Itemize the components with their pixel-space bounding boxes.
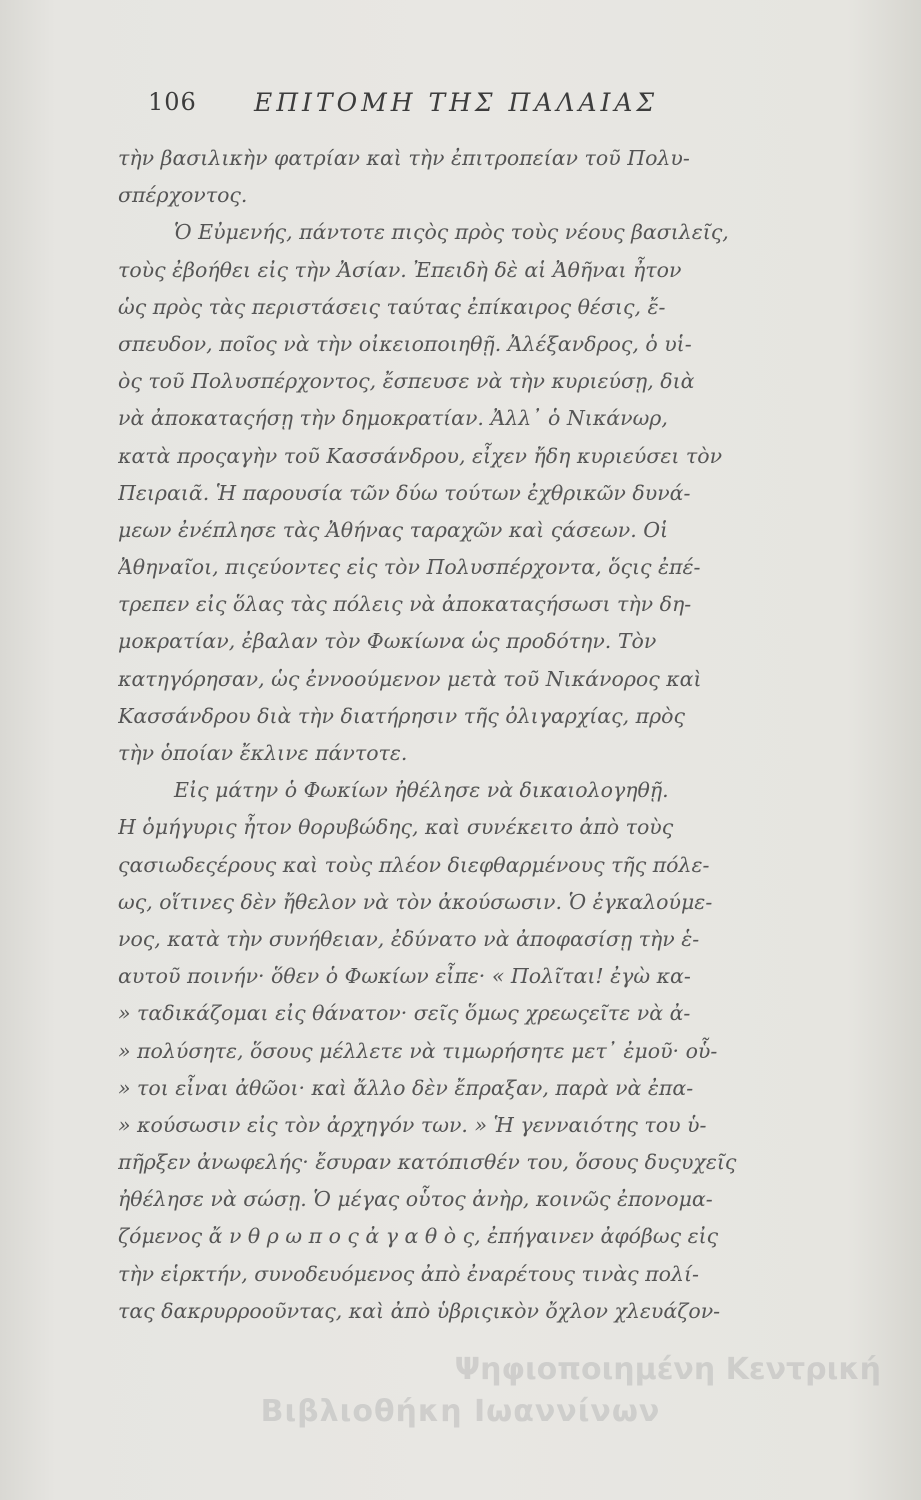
running-head: ΕΠΙΤΟΜΗ ΤΗΣ ΠΑΛΑΙΑΣ bbox=[254, 88, 659, 117]
text-line: » ταδικάζομαι εἰς θάνατον· σεῖς ὅμως χρεωςεῖτε νὰ ἀ- bbox=[118, 1001, 691, 1026]
text-line: πῆρξεν ἀνωφελής· ἔσυραν κατόπισθέν του, ὅσους δυςυχεῖς bbox=[118, 1150, 737, 1175]
text-line: Ὁ Εὐμενής, πάντοτε πιςὸς πρὸς τοὺς νέους βασιλεῖς, bbox=[174, 220, 729, 245]
text-line: Η ὁμήγυρις ἦτον θορυβώδης, καὶ συνέκειτο ἀπὸ τοὺς bbox=[118, 815, 674, 840]
page-header bbox=[148, 88, 788, 128]
watermark-line-1: Ψηφιοποιημένη Κεντρική bbox=[454, 1352, 881, 1387]
text-line: μοκρατίαν, ἐβαλαν τὸν Φωκίωνα ὡς προδότην. Τὸν bbox=[118, 629, 657, 654]
text-line: » πολύσητε, ὅσους μέλλετε νὰ τιμωρήσητε μετ᾽ ἐμοῦ· οὗ- bbox=[118, 1038, 718, 1063]
text-line: Εἰς μάτην ὁ Φωκίων ἠθέλησε νὰ δικαιολογηθῇ. bbox=[174, 778, 669, 803]
library-watermark bbox=[0, 1350, 921, 1434]
text-line: νὰ ἀποκαταςήσῃ τὴν δημοκρατίαν. Ἀλλ᾽ ὁ Νικάνωρ, bbox=[118, 406, 668, 431]
text-line: ὡς πρὸς τὰς περιστάσεις ταύτας ἐπίκαιρος θέσις, ἔ- bbox=[118, 294, 666, 319]
text-line: Ἀθηναῖοι, πιςεύοντες εἰς τὸν Πολυσπέρχοντα, ὅςις ἐπέ- bbox=[118, 555, 701, 580]
text-line: τὴν βασιλικὴν φατρίαν καὶ τὴν ἐπιτροπείαν τοῦ Πολυ- bbox=[118, 146, 690, 170]
text-line: τας δακρυρροοῦντας, καὶ ἀπὸ ὑβριςικὸν ὄχλον χλευάζον- bbox=[118, 1298, 721, 1323]
text-line: σπευδον, ποῖος νὰ τὴν οἰκειοποιηθῇ. Ἀλέξανδρος, ὁ υἱ- bbox=[118, 331, 692, 356]
text-line: κατηγόρησαν, ὡς ἐννοούμενον μετὰ τοῦ Νικάνορος καὶ bbox=[118, 666, 702, 691]
body-text bbox=[118, 140, 798, 1330]
text-line: » κούσωσιν εἰς τὸν ἀρχηγόν των. » Ἡ γενναιότης του ὑ- bbox=[118, 1112, 707, 1137]
text-line: τὴν ὁποίαν ἔκλινε πάντοτε. bbox=[118, 741, 408, 765]
text-line: κατὰ προςαγὴν τοῦ Κασσάνδρου, εἶχεν ἤδη κυριεύσει τὸν bbox=[118, 443, 723, 468]
text-line: τρεπεν εἰς ὅλας τὰς πόλεις νὰ ἀποκαταςήσωσι τὴν δη- bbox=[118, 592, 692, 617]
text-line: ὸς τοῦ Πολυσπέρχοντος, ἔσπευσε νὰ τὴν κυριεύσῃ, διὰ bbox=[118, 369, 695, 394]
text-line: ως, οἵτινες δὲν ἤθελον νὰ τὸν ἀκούσωσιν. Ὁ ἐγκαλούμε- bbox=[118, 889, 713, 914]
text-line: νος, κατὰ τὴν συνήθειαν, ἐδύνατο νὰ ἀποφασίσῃ τὴν ἑ- bbox=[118, 926, 700, 951]
text-line: ςασιωδεςέρους καὶ τοὺς πλέον διεφθαρμένους τῆς πόλε- bbox=[118, 852, 710, 877]
text-line: τοὺς ἐβοήθει εἰς τὴν Ἀσίαν. Ἐπειδὴ δὲ αἱ Ἀθῆναι ἦτον bbox=[118, 257, 682, 282]
watermark-line-2: Βιβλιοθήκη Ιωαννίνων bbox=[260, 1394, 661, 1429]
text-line: ζόμενος ἄ ν θ ρ ω π ο ς ἀ γ α θ ὸ ς, ἐπήγαινεν ἀφόβως εἰς bbox=[118, 1224, 719, 1249]
text-line: τὴν εἱρκτήν, συνοδευόμενος ἀπὸ ἐναρέτους τινὰς πολί- bbox=[118, 1261, 699, 1286]
text-line: Πειραιᾶ. Ἡ παρουσία τῶν δύω τούτων ἐχθρικῶν δυνά- bbox=[118, 480, 691, 505]
text-line: ἠθέλησε νὰ σώσῃ. Ὁ μέγας οὗτος ἀνὴρ, κοινῶς ἐπονομα- bbox=[118, 1187, 713, 1212]
text-line: αυτοῦ ποινήν· ὅθεν ὁ Φωκίων εἶπε· « Πολῖται! ἐγὼ κα- bbox=[118, 964, 691, 989]
text-line: σπέρχοντος. bbox=[118, 183, 248, 208]
text-line: Κασσάνδρου διὰ τὴν διατήρησιν τῆς ὀλιγαρχίας, πρὸς bbox=[118, 703, 686, 728]
text-line: » τοι εἶναι ἀθῶοι· καὶ ἄλλο δὲν ἔπραξαν, παρὰ νὰ ἐπα- bbox=[118, 1075, 694, 1100]
text-line: μεων ἐνέπλησε τὰς Ἀθήνας ταραχῶν καὶ ςάσεων. Οἱ bbox=[118, 517, 669, 542]
page-number: 106 bbox=[148, 88, 197, 116]
